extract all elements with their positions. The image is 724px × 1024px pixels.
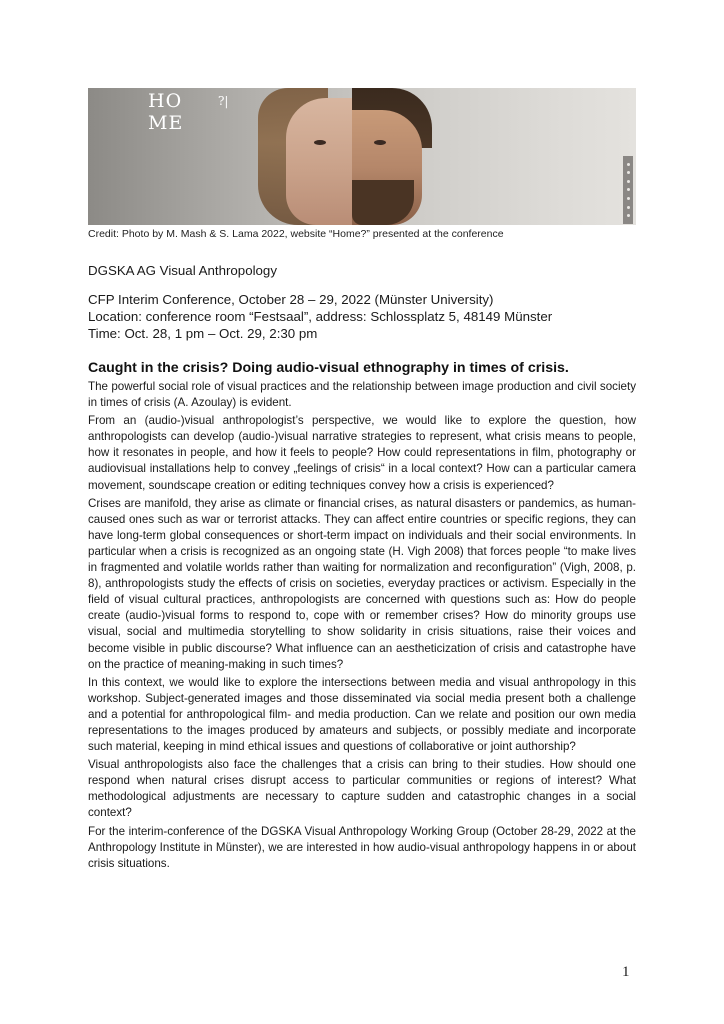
article-body [88, 379, 636, 874]
header-photo [88, 88, 636, 225]
article-heading: Caught in the crisis? Doing audio-visual ethnography in times of crisis. [88, 360, 569, 376]
slide-dot [627, 171, 630, 174]
paragraph: The powerful social role of visual practices and the relationship between image production and civil society in times of crisis (A. Azoulay) is evident. [88, 380, 636, 410]
slide-dots [623, 156, 633, 224]
photo-eye-right [374, 140, 386, 145]
website-question-mark: ?| [218, 94, 229, 108]
organization-name: DGSKA AG Visual Anthropology [88, 263, 277, 278]
slide-dot [627, 163, 630, 166]
website-title: HOME [148, 90, 184, 134]
photo-eye-left [314, 140, 326, 145]
event-location: Location: conference room “Festsaal”, address: Schlossplatz 5, 48149 Münster [88, 309, 553, 324]
paragraph: Visual anthropologists also face the challenges that a crisis can bring to their studies. How should one respond when natural crises disrupt access to particular communities or regions of interest? What methodological adjustments are necessary to capture sudden and catastrophic changes in a social context? [88, 758, 636, 820]
paragraph: In this context, we would like to explore the intersections between media and visual anthropology in this workshop. Subject-generated images and those disseminated via social media present both a challenge and a potential for anthropological film- and media production. Can we relate and position our own media representations to the images produced by amateurs and subjects, or possibly mediate and incorporate such material, keeping in mind ethical issues and questions of collaborative or joint authorship? [88, 675, 636, 754]
slide-dot [627, 188, 630, 191]
slide-dot [627, 180, 630, 183]
paragraph: Crises are manifold, they arise as climate or financial crises, as natural disasters or pandemics, as human-caused ones such as war or terrorist attacks. They can affect entire countries or specific regions, they can have long-term global consequences or short-term impact on individuals and their social environments. In particular when a crisis is recognized as an ongoing state (H. Vigh 2008) that forces people “to make lives in fragmented and volatile worlds rather than waiting for normalization and reconfiguration” (Vigh, 2008, p. 8), anthropologists study the effects of crisis on societies, everyday practices or activism. Especially in the field of visual cultural practices, anthropologists are concerned with questions such as: How do people create (audio-)visual forms to respond to, cope with or remember crises? How do minority groups use visual, social and multimedia storytelling to show solidarity in crisis situations, raise their voices and become visible in public discourse? What influence can an aestheticization of crisis and catastrophe have on the practice of meaning-making in such times? [88, 496, 636, 671]
paragraph: From an (audio-)visual anthropologist’s perspective, we would like to explore the question, how anthropologists can develop (audio-)visual narrative strategies to represent, what crisis means to people, how it resonates in people, and how it feels to people? How could representations in film, photography or audiovisual installations help to convey „feelings of crisis“ in a local context? How can a particular camera movement, soundscape creation or editing techniques convey how a crisis is experienced? [88, 414, 636, 492]
event-dates: CFP Interim Conference, October 28 – 29, 2022 (Münster University) [88, 292, 494, 307]
event-time: Time: Oct. 28, 1 pm – Oct. 29, 2:30 pm [88, 326, 318, 341]
photo-face-left [286, 98, 352, 225]
event-info [88, 291, 636, 342]
page-number: 1 [622, 964, 630, 980]
paragraph: For the interim-conference of the DGSKA Visual Anthropology Working Group (October 28-29, 2022 at the Anthropology Institute in Münster), we are interested in how audio-visual anthropology happens in or about crisis situations. [88, 824, 636, 870]
slide-dot [627, 197, 630, 200]
slide-dot [627, 206, 630, 209]
photo-caption: Credit: Photo by M. Mash & S. Lama 2022, website “Home?” presented at the conference [88, 228, 504, 240]
slide-dot [627, 214, 630, 217]
